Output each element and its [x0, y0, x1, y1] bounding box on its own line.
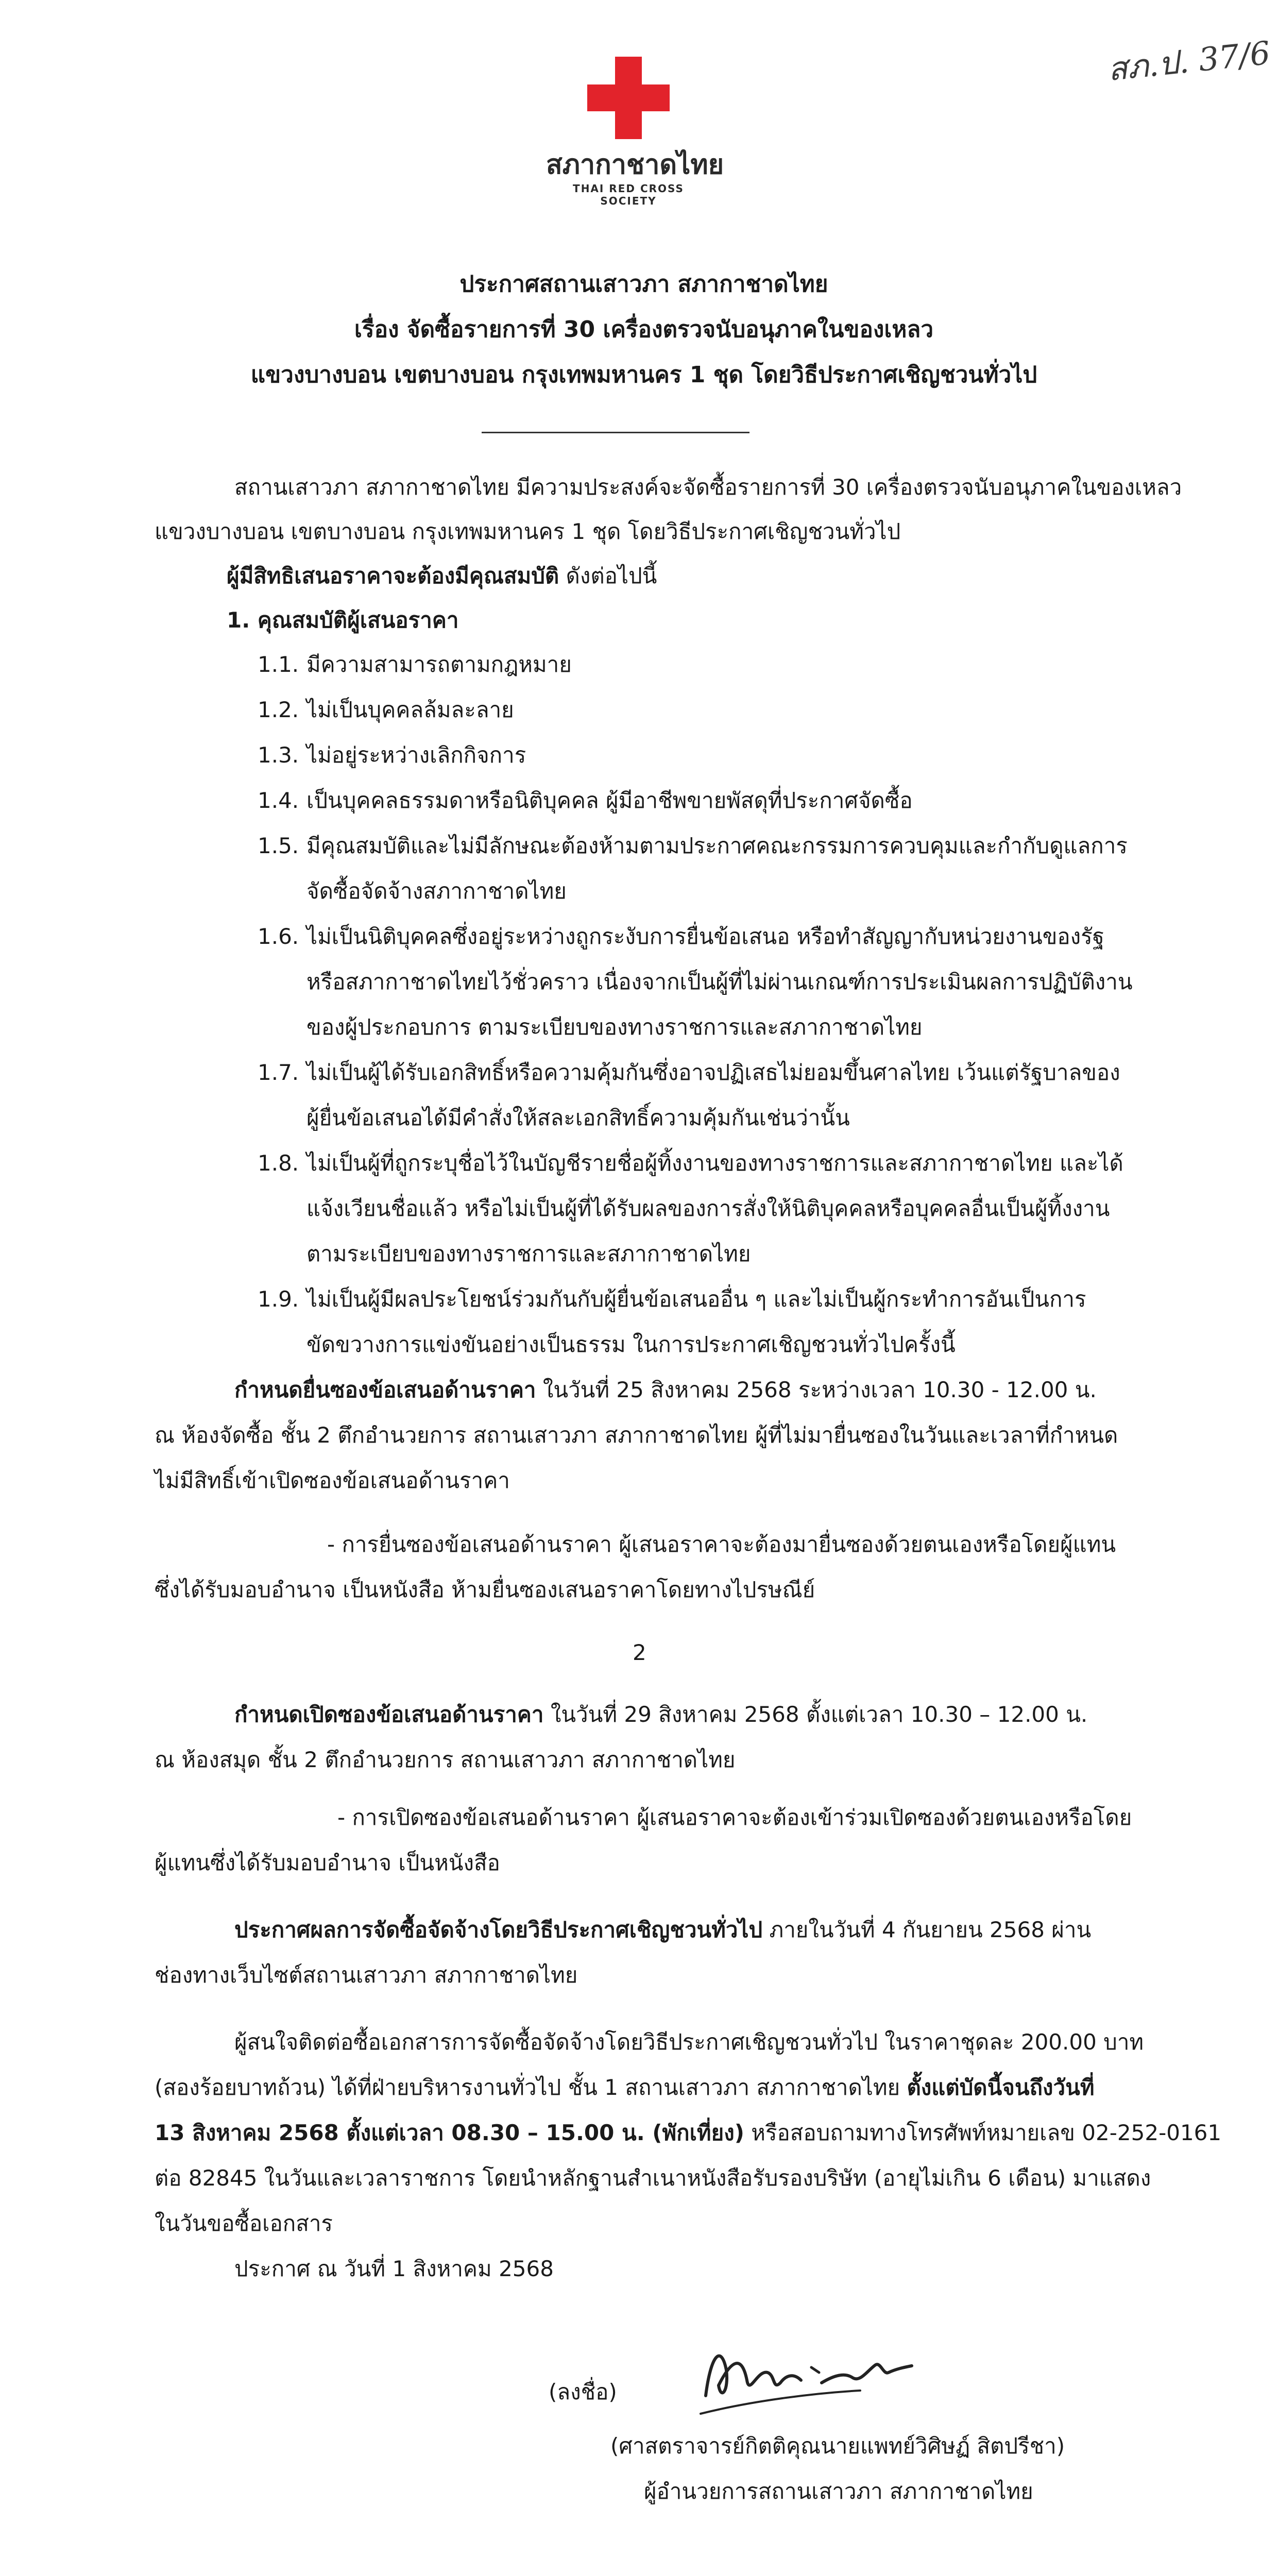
item-text: หรือสภากาชาดไทยไว้ชั่วคราว เนื่องจากเป็นผู้ที่ไม่ผ่านเกณฑ์การประเมินผลการปฏิบัติงาน — [306, 969, 1133, 994]
contact-line-4: ต่อ 82845 ในวันและเวลาราชการ โดยนำหลักฐานสำเนาหนังสือรับรองบริษัท (อายุไม่เกิน 6 เดือน) มาแสดง — [155, 2165, 1151, 2191]
result-heading-bold: ประกาศผลการจัดซื้อจัดจ้างโดยวิธีประกาศเชิญชวนทั่วไป — [234, 1917, 763, 1942]
contact-line-2 — [155, 2073, 1095, 2102]
logo-english-text: THAI RED CROSS SOCIETY — [573, 182, 684, 207]
item-number: 1.2. — [258, 697, 299, 722]
item-number: 1.5. — [258, 833, 299, 858]
title-line-2: เรื่อง จัดซื้อรายการที่ 30 เครื่องตรวจนับอนุภาคในของเหลว — [354, 316, 934, 343]
item-number: 1.8. — [258, 1150, 299, 1176]
thai-red-cross-logo — [546, 57, 724, 207]
handwritten-signature — [690, 2324, 917, 2429]
intro-line-2: แขวงบางบอน เขตบางบอน กรุงเทพมหานคร 1 ชุด โดยวิธีประกาศเชิญชวนทั่วไป — [155, 519, 901, 544]
item-text: ไม่เป็นผู้ได้รับเอกสิทธิ์หรือความคุ้มกันซึ่งอาจปฏิเสธไม่ยอมขึ้นศาลไทย เว้นแต่รัฐบาลของ — [306, 1060, 1120, 1085]
item-number: 1.3. — [258, 742, 299, 768]
title-divider — [482, 432, 749, 433]
item-text: ไม่เป็นบุคคลล้มละลาย — [306, 697, 514, 722]
opening-heading-bold: กำหนดเปิดซองข้อเสนอด้านราคา — [234, 1702, 544, 1727]
contact-line-2-text: (สองร้อยบาทถ้วน) ได้ที่ฝ่ายบริหารงานทั่วไป ชั้น 1 สถานเสาวภา สภากาชาดไทย — [155, 2075, 907, 2100]
result-line-2: ช่องทางเว็บไซต์สถานเสาวภา สภากาชาดไทย — [155, 1962, 578, 1988]
opening-line-2: ณ ห้องสมุด ชั้น 2 ตึกอำนวยการ สถานเสาวภา สภากาชาดไทย — [155, 1747, 736, 1772]
signatory-name: (ศาสตราจารย์กิตติคุณนายแพทย์วิศิษฏ์ สิตปรีชา) — [610, 2433, 1065, 2459]
contact-line-3-text: หรือสอบถามทางโทรศัพท์หมายเลข 02-252-0161 — [744, 2120, 1222, 2145]
title-line-1: ประกาศสถานเสาวภา สภากาชาดไทย — [459, 271, 828, 297]
item-number: 1.4. — [258, 788, 299, 813]
item-text: เป็นบุคคลธรรมดาหรือนิติบุคคล ผู้มีอาชีพขายพัสดุที่ประกาศจัดซื้อ — [306, 788, 913, 813]
opening-heading-rest: ในวันที่ 29 สิงหาคม 2568 ตั้งแต่เวลา 10.30 – 12.00 น. — [543, 1702, 1088, 1727]
item-text: ของผู้ประกอบการ ตามระเบียบของทางราชการและสภากาชาดไทย — [306, 1014, 923, 1040]
red-cross-icon — [587, 57, 670, 139]
item-text: มีคุณสมบัติและไม่มีลักษณะต้องห้ามตามประกาศคณะกรรมการควบคุมและกำกับดูแลการ — [306, 833, 1128, 858]
contact-line-1: ผู้สนใจติดต่อซื้อเอกสารการจัดซื้อจัดจ้างโดยวิธีประกาศเชิญชวนทั่วไป ในราคาชุดละ 200.00 บาท — [234, 2029, 1144, 2055]
submission-heading-bold: กำหนดยื่นซองข้อเสนอด้านราคา — [234, 1377, 536, 1402]
item-number: 1.9. — [258, 1286, 299, 1312]
item-text: มีความสามารถตามกฎหมาย — [306, 652, 572, 677]
opening-heading — [234, 1700, 1087, 1729]
item-text: แจ้งเวียนชื่อแล้ว หรือไม่เป็นผู้ที่ได้รับผลของการสั่งให้นิติบุคคลหรือบุคคลอื่นเป็นผู้ทิ้งงาน — [306, 1196, 1110, 1221]
item-text: ไม่อยู่ระหว่างเลิกกิจการ — [306, 742, 526, 768]
qualification-heading — [227, 562, 657, 590]
opening-note-2: ผู้แทนซึ่งได้รับมอบอำนาจ เป็นหนังสือ — [155, 1850, 500, 1875]
contact-line-3 — [155, 2119, 1221, 2147]
page-number: 2 — [633, 1640, 646, 1665]
item-text: ไม่เป็นผู้ที่ถูกระบุชื่อไว้ในบัญชีรายชื่อผู้ทิ้งงานของทางราชการและสภากาชาดไทย และได้ — [306, 1150, 1123, 1176]
title-line-3: แขวงบางบอน เขตบางบอน กรุงเทพมหานคร 1 ชุด โดยวิธีประกาศเชิญชวนทั่วไป — [250, 362, 1037, 388]
qualification-heading-bold: ผู้มีสิทธิเสนอราคาจะต้องมีคุณสมบัติ — [227, 563, 559, 588]
handwritten-ref-note: สภ.ป. 37/6 — [1105, 33, 1272, 89]
contact-line-3-bold: 13 สิงหาคม 2568 ตั้งแต่เวลา 08.30 – 15.00 น. (พักเที่ยง) — [155, 2120, 744, 2145]
announcement-date: ประกาศ ณ วันที่ 1 สิงหาคม 2568 — [234, 2256, 554, 2281]
item-number: 1.7. — [258, 1060, 299, 1085]
submission-note-1: - การยื่นซองข้อเสนอด้านราคา ผู้เสนอราคาจะต้องมายื่นซองด้วยตนเองหรือโดยผู้แทน — [327, 1532, 1116, 1557]
qualification-heading-rest: ดังต่อไปนี้ — [559, 563, 657, 588]
item-number: 1.6. — [258, 924, 299, 949]
submission-line-3: ไม่มีสิทธิ์เข้าเปิดซองข้อเสนอด้านราคา — [155, 1468, 510, 1493]
item-text: จัดซื้อจัดจ้างสภากาชาดไทย — [306, 878, 567, 904]
item-text: ขัดขวางการแข่งขันอย่างเป็นธรรม ในการประกาศเชิญชวนทั่วไปครั้งนี้ — [306, 1332, 956, 1357]
submission-note-2: ซึ่งได้รับมอบอำนาจ เป็นหนังสือ ห้ามยื่นซองเสนอราคาโดยทางไปรษณีย์ — [155, 1577, 815, 1602]
opening-note-1: - การเปิดซองข้อเสนอด้านราคา ผู้เสนอราคาจะต้องเข้าร่วมเปิดซองด้วยตนเองหรือโดย — [337, 1805, 1132, 1830]
item-text: ไม่เป็นผู้มีผลประโยชน์ร่วมกันกับผู้ยื่นข้อเสนออื่น ๆ และไม่เป็นผู้กระทำการอันเป็นการ — [306, 1286, 1086, 1312]
logo-thai-text: สภากาชาดไทย — [546, 149, 724, 180]
result-heading — [234, 1916, 1091, 1944]
item-text: ผู้ยื่นข้อเสนอได้มีคำสั่งให้สละเอกสิทธิ์ความคุ้มกันเช่นว่านั้น — [306, 1105, 850, 1130]
section-1-heading: 1. คุณสมบัติผู้เสนอราคา — [227, 607, 459, 633]
contact-line-2-bold: ตั้งแต่บัดนี้จนถึงวันที่ — [907, 2075, 1095, 2100]
submission-heading — [234, 1376, 1097, 1404]
intro-line-1: สถานเสาวภา สภากาชาดไทย มีความประสงค์จะจัดซื้อรายการที่ 30 เครื่องตรวจนับอนุภาคในของเหลว — [234, 474, 1182, 500]
contact-line-5: ในวันขอซื้อเอกสาร — [155, 2211, 333, 2236]
sign-label: (ลงชื่อ) — [549, 2379, 617, 2404]
item-number: 1.1. — [258, 652, 299, 677]
signatory-position: ผู้อำนวยการสถานเสาวภา สภากาชาดไทย — [644, 2479, 1033, 2504]
submission-line-2: ณ ห้องจัดซื้อ ชั้น 2 ตึกอำนวยการ สถานเสาวภา สภากาชาดไทย ผู้ที่ไม่มายื่นซองในวันและเวลาที่กำหนด — [155, 1422, 1118, 1448]
item-text: ตามระเบียบของทางราชการและสภากาชาดไทย — [306, 1241, 751, 1266]
result-heading-rest: ภายในวันที่ 4 กันยายน 2568 ผ่าน — [762, 1917, 1092, 1942]
item-text: ไม่เป็นนิติบุคคลซึ่งอยู่ระหว่างถูกระงับการยื่นข้อเสนอ หรือทำสัญญากับหน่วยงานของรัฐ — [306, 924, 1104, 949]
submission-heading-rest: ในวันที่ 25 สิงหาคม 2568 ระหว่างเวลา 10.30 - 12.00 น. — [536, 1377, 1097, 1402]
